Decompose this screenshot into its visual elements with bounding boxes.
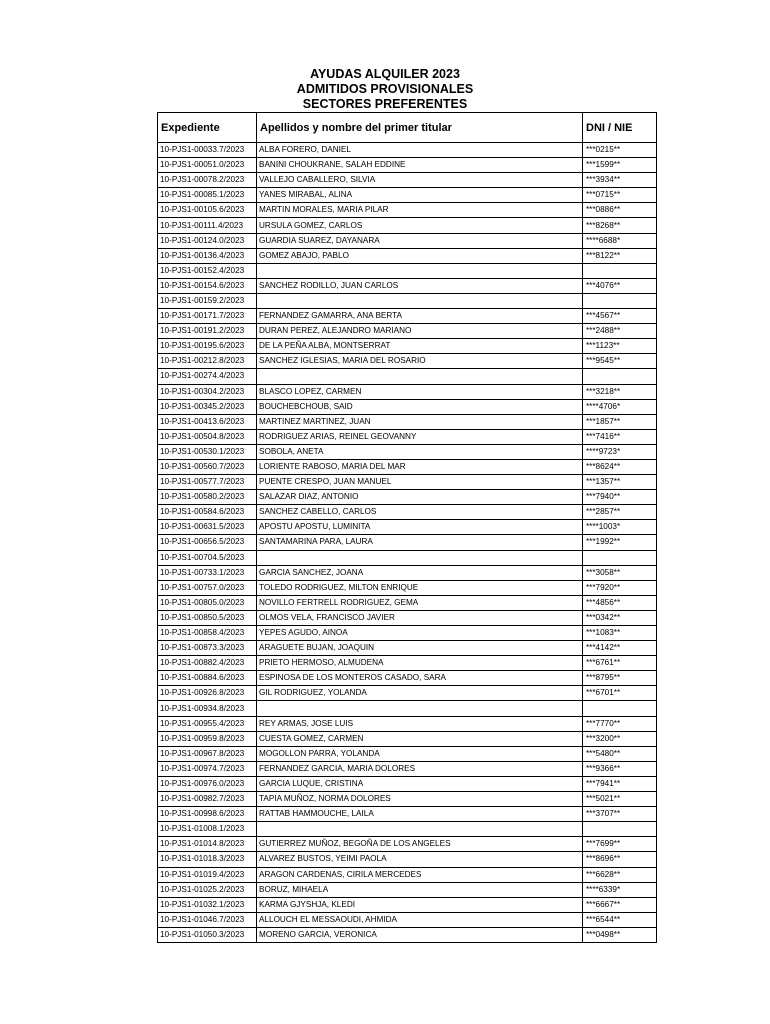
cell-expediente: 10-PJS1-00345.2/2023 — [158, 399, 257, 414]
cell-dni: ***0886** — [583, 203, 657, 218]
cell-expediente: 10-PJS1-00033.7/2023 — [158, 143, 257, 158]
table-row — [158, 218, 657, 233]
cell-dni — [583, 369, 657, 384]
cell-dni: ***2488** — [583, 324, 657, 339]
cell-expediente: 10-PJS1-00998.6/2023 — [158, 807, 257, 822]
cell-name: TAPIA MUÑOZ, NORMA DOLORES — [257, 792, 583, 807]
title-line-1: AYUDAS ALQUILER 2023 — [310, 67, 460, 81]
cell-expediente: 10-PJS1-01019.4/2023 — [158, 867, 257, 882]
cell-expediente: 10-PJS1-01018.3/2023 — [158, 852, 257, 867]
cell-dni: ***0715** — [583, 188, 657, 203]
cell-expediente: 10-PJS1-00577.7/2023 — [158, 475, 257, 490]
table-row — [158, 339, 657, 354]
cell-name: OLMOS VELA, FRANCISCO JAVIER — [257, 610, 583, 625]
cell-dni: ***9366** — [583, 761, 657, 776]
cell-name: KARMA GJYSHJA, KLEDI — [257, 897, 583, 912]
cell-dni: ***8268** — [583, 218, 657, 233]
cell-dni: ***8696** — [583, 852, 657, 867]
column-header-expediente: Expediente — [158, 113, 257, 143]
cell-name: MARTIN MORALES, MARIA PILAR — [257, 203, 583, 218]
table-row — [158, 792, 657, 807]
cell-dni: ***1599** — [583, 158, 657, 173]
cell-name: DURAN PEREZ, ALEJANDRO MARIANO — [257, 324, 583, 339]
table-row — [158, 776, 657, 791]
cell-name: PUENTE CRESPO, JUAN MANUEL — [257, 475, 583, 490]
cell-name: SANCHEZ CABELLO, CARLOS — [257, 505, 583, 520]
cell-name: GIL RODRIGUEZ, YOLANDA — [257, 686, 583, 701]
table-row — [158, 143, 657, 158]
cell-expediente: 10-PJS1-00704.5/2023 — [158, 550, 257, 565]
cell-name: GUTIERREZ MUÑOZ, BEGOÑA DE LOS ANGELES — [257, 837, 583, 852]
cell-dni: ***6544** — [583, 912, 657, 927]
cell-dni: ***8624** — [583, 459, 657, 474]
cell-name: RATTAB HAMMOUCHE, LAILA — [257, 807, 583, 822]
cell-dni: ****1003* — [583, 520, 657, 535]
cell-name: LORIENTE RABOSO, MARIA DEL MAR — [257, 459, 583, 474]
cell-dni: ***8122** — [583, 248, 657, 263]
cell-name: TOLEDO RODRIGUEZ, MILTON ENRIQUE — [257, 580, 583, 595]
cell-expediente: 10-PJS1-00136.4/2023 — [158, 248, 257, 263]
cell-name — [257, 550, 583, 565]
table-row — [158, 278, 657, 293]
cell-name: BOUCHEBCHOUB, SAID — [257, 399, 583, 414]
cell-name: REY ARMAS, JOSE LUIS — [257, 716, 583, 731]
table-row — [158, 173, 657, 188]
cell-name: GARCIA LUQUE, CRISTINA — [257, 776, 583, 791]
cell-expediente: 10-PJS1-01050.3/2023 — [158, 927, 257, 942]
table-row — [158, 565, 657, 580]
cell-expediente: 10-PJS1-00955.4/2023 — [158, 716, 257, 731]
cell-name: MARTINEZ MARTINEZ, JUAN — [257, 414, 583, 429]
table-header-row — [158, 113, 657, 143]
cell-dni: ***6628** — [583, 867, 657, 882]
cell-expediente: 10-PJS1-00078.2/2023 — [158, 173, 257, 188]
cell-expediente: 10-PJS1-00413.6/2023 — [158, 414, 257, 429]
cell-expediente: 10-PJS1-00656.5/2023 — [158, 535, 257, 550]
cell-name: BLASCO LOPEZ, CARMEN — [257, 384, 583, 399]
cell-expediente: 10-PJS1-00959.8/2023 — [158, 731, 257, 746]
table-row — [158, 822, 657, 837]
cell-expediente: 10-PJS1-00212.8/2023 — [158, 354, 257, 369]
table-row — [158, 520, 657, 535]
table-row — [158, 746, 657, 761]
cell-dni — [583, 550, 657, 565]
table-row — [158, 263, 657, 278]
cell-dni: ***9545** — [583, 354, 657, 369]
table-row — [158, 897, 657, 912]
cell-expediente: 10-PJS1-00631.5/2023 — [158, 520, 257, 535]
cell-name: GUARDIA SUAREZ, DAYANARA — [257, 233, 583, 248]
cell-dni — [583, 701, 657, 716]
cell-name: BORUZ, MIHAELA — [257, 882, 583, 897]
cell-dni: ***8795** — [583, 671, 657, 686]
cell-expediente: 10-PJS1-00976.0/2023 — [158, 776, 257, 791]
cell-expediente: 10-PJS1-00974.7/2023 — [158, 761, 257, 776]
cell-expediente: 10-PJS1-00152.4/2023 — [158, 263, 257, 278]
cell-dni: ***3934** — [583, 173, 657, 188]
cell-name: ALLOUCH EL MESSAOUDI, AHMIDA — [257, 912, 583, 927]
cell-expediente: 10-PJS1-00757.0/2023 — [158, 580, 257, 595]
cell-name: YANES MIRABAL, ALINA — [257, 188, 583, 203]
table-row — [158, 837, 657, 852]
cell-dni: ***4076** — [583, 278, 657, 293]
table-row — [158, 293, 657, 308]
cell-name: GARCIA SANCHEZ, JOANA — [257, 565, 583, 580]
cell-name: SANCHEZ RODILLO, JUAN CARLOS — [257, 278, 583, 293]
cell-expediente: 10-PJS1-00873.3/2023 — [158, 641, 257, 656]
table-row — [158, 610, 657, 625]
cell-dni: ***1123** — [583, 339, 657, 354]
table-row — [158, 429, 657, 444]
cell-expediente: 10-PJS1-00584.6/2023 — [158, 505, 257, 520]
cell-name: SANTAMARINA PARA, LAURA — [257, 535, 583, 550]
cell-name: VALLEJO CABALLERO, SILVIA — [257, 173, 583, 188]
table-row — [158, 852, 657, 867]
cell-dni: ***5480** — [583, 746, 657, 761]
table-row — [158, 882, 657, 897]
cell-expediente: 10-PJS1-00580.2/2023 — [158, 490, 257, 505]
table-row — [158, 761, 657, 776]
table-row — [158, 927, 657, 942]
cell-expediente: 10-PJS1-00504.8/2023 — [158, 429, 257, 444]
table-row — [158, 580, 657, 595]
cell-name: DE LA PEÑA ALBA, MONTSERRAT — [257, 339, 583, 354]
cell-name: ESPINOSA DE LOS MONTEROS CASADO, SARA — [257, 671, 583, 686]
table-row — [158, 248, 657, 263]
cell-expediente: 10-PJS1-00274.4/2023 — [158, 369, 257, 384]
column-header-dni: DNI / NIE — [583, 113, 657, 143]
cell-name: URSULA GOMEZ, CARLOS — [257, 218, 583, 233]
cell-expediente: 10-PJS1-00111.4/2023 — [158, 218, 257, 233]
cell-name: SANCHEZ IGLESIAS, MARIA DEL ROSARIO — [257, 354, 583, 369]
table-row — [158, 550, 657, 565]
cell-name: NOVILLO FERTRELL RODRIGUEZ, GEMA — [257, 595, 583, 610]
title-line-3: SECTORES PREFERENTES — [302, 97, 468, 111]
table-row — [158, 716, 657, 731]
cell-expediente: 10-PJS1-00124.0/2023 — [158, 233, 257, 248]
cell-dni: ***1857** — [583, 414, 657, 429]
cell-expediente: 10-PJS1-00967.8/2023 — [158, 746, 257, 761]
cell-name: PRIETO HERMOSO, ALMUDENA — [257, 656, 583, 671]
cell-expediente: 10-PJS1-01025.2/2023 — [158, 882, 257, 897]
cell-name: RODRIGUEZ ARIAS, REINEL GEOVANNY — [257, 429, 583, 444]
cell-name: BANINI CHOUKRANE, SALAH EDDINE — [257, 158, 583, 173]
cell-name: GOMEZ ABAJO, PABLO — [257, 248, 583, 263]
table-row — [158, 158, 657, 173]
cell-expediente: 10-PJS1-00882.4/2023 — [158, 656, 257, 671]
column-header-name: Apellidos y nombre del primer titular — [257, 113, 583, 143]
cell-name — [257, 263, 583, 278]
cell-expediente: 10-PJS1-00159.2/2023 — [158, 293, 257, 308]
document-title — [0, 67, 770, 112]
cell-dni: ***1992** — [583, 535, 657, 550]
table-body — [158, 143, 657, 943]
cell-dni: ***0215** — [583, 143, 657, 158]
cell-dni: ***6701** — [583, 686, 657, 701]
cell-name — [257, 293, 583, 308]
table-row — [158, 354, 657, 369]
cell-name: YEPES AGUDO, AINOA — [257, 626, 583, 641]
cell-expediente: 10-PJS1-01046.7/2023 — [158, 912, 257, 927]
cell-expediente: 10-PJS1-01014.8/2023 — [158, 837, 257, 852]
table-row — [158, 626, 657, 641]
table-row — [158, 475, 657, 490]
cell-expediente: 10-PJS1-00191.2/2023 — [158, 324, 257, 339]
cell-dni: ***2857** — [583, 505, 657, 520]
cell-expediente: 10-PJS1-00195.6/2023 — [158, 339, 257, 354]
table-row — [158, 233, 657, 248]
cell-expediente: 10-PJS1-00884.6/2023 — [158, 671, 257, 686]
table-row — [158, 535, 657, 550]
cell-dni: ****4706* — [583, 399, 657, 414]
table-row — [158, 641, 657, 656]
cell-dni: ***7940** — [583, 490, 657, 505]
cell-dni: ***3058** — [583, 565, 657, 580]
table-row — [158, 807, 657, 822]
cell-dni: ***1083** — [583, 626, 657, 641]
table-row — [158, 671, 657, 686]
cell-expediente: 10-PJS1-00051.0/2023 — [158, 158, 257, 173]
cell-expediente: 10-PJS1-00805.0/2023 — [158, 595, 257, 610]
cell-expediente: 10-PJS1-00982.7/2023 — [158, 792, 257, 807]
cell-expediente: 10-PJS1-00560.7/2023 — [158, 459, 257, 474]
cell-dni: ***6667** — [583, 897, 657, 912]
cell-dni: ***4567** — [583, 309, 657, 324]
cell-name: FERNANDEZ GAMARRA, ANA BERTA — [257, 309, 583, 324]
cell-name: ALBA FORERO, DANIEL — [257, 143, 583, 158]
title-line-2: ADMITIDOS PROVISIONALES — [296, 82, 474, 96]
cell-name: ARAGON CARDENAS, CIRILA MERCEDES — [257, 867, 583, 882]
cell-name: CUESTA GOMEZ, CARMEN — [257, 731, 583, 746]
cell-name: MORENO GARCIA, VERONICA — [257, 927, 583, 942]
cell-dni: ***4142** — [583, 641, 657, 656]
table-row — [158, 595, 657, 610]
cell-expediente: 10-PJS1-00154.6/2023 — [158, 278, 257, 293]
table-row — [158, 912, 657, 927]
table-row — [158, 686, 657, 701]
table-row — [158, 384, 657, 399]
cell-expediente: 10-PJS1-00171.7/2023 — [158, 309, 257, 324]
cell-dni: ***4856** — [583, 595, 657, 610]
cell-expediente: 10-PJS1-00085.1/2023 — [158, 188, 257, 203]
table-row — [158, 399, 657, 414]
cell-expediente: 10-PJS1-00304.2/2023 — [158, 384, 257, 399]
cell-name — [257, 369, 583, 384]
table-row — [158, 656, 657, 671]
cell-name: SALAZAR DIAZ, ANTONIO — [257, 490, 583, 505]
cell-expediente: 10-PJS1-00530.1/2023 — [158, 444, 257, 459]
cell-dni: ***3200** — [583, 731, 657, 746]
cell-name: ALVAREZ BUSTOS, YEIMI PAOLA — [257, 852, 583, 867]
cell-expediente: 10-PJS1-00934.8/2023 — [158, 701, 257, 716]
table-row — [158, 203, 657, 218]
cell-dni — [583, 822, 657, 837]
cell-expediente: 10-PJS1-00733.1/2023 — [158, 565, 257, 580]
cell-name: SOBOLA, ANETA — [257, 444, 583, 459]
cell-dni: ***7770** — [583, 716, 657, 731]
cell-dni: ***7941** — [583, 776, 657, 791]
table-row — [158, 731, 657, 746]
table-row — [158, 867, 657, 882]
table-row — [158, 701, 657, 716]
cell-dni: ****9723* — [583, 444, 657, 459]
cell-dni: ***7920** — [583, 580, 657, 595]
cell-name: APOSTU APOSTU, LUMINITA — [257, 520, 583, 535]
cell-dni: ****6688* — [583, 233, 657, 248]
cell-name: FERNANDEZ GARCIA, MARIA DOLORES — [257, 761, 583, 776]
cell-dni — [583, 293, 657, 308]
cell-dni: ***0498** — [583, 927, 657, 942]
cell-dni — [583, 263, 657, 278]
cell-dni: ***3707** — [583, 807, 657, 822]
table-row — [158, 369, 657, 384]
cell-name: MOGOLLON PARRA, YOLANDA — [257, 746, 583, 761]
cell-name: ARAGUETE BUJAN, JOAQUIN — [257, 641, 583, 656]
cell-name — [257, 701, 583, 716]
table-row — [158, 188, 657, 203]
table-row — [158, 324, 657, 339]
admitted-applicants-table — [157, 112, 657, 943]
cell-name — [257, 822, 583, 837]
cell-dni: ***0342** — [583, 610, 657, 625]
cell-dni: ***7416** — [583, 429, 657, 444]
table-row — [158, 505, 657, 520]
cell-expediente: 10-PJS1-00926.8/2023 — [158, 686, 257, 701]
cell-expediente: 10-PJS1-01008.1/2023 — [158, 822, 257, 837]
cell-expediente: 10-PJS1-00858.4/2023 — [158, 626, 257, 641]
cell-dni: ***1357** — [583, 475, 657, 490]
cell-expediente: 10-PJS1-01032.1/2023 — [158, 897, 257, 912]
cell-dni: ****6339* — [583, 882, 657, 897]
table-row — [158, 490, 657, 505]
cell-dni: ***3218** — [583, 384, 657, 399]
cell-expediente: 10-PJS1-00850.5/2023 — [158, 610, 257, 625]
table-row — [158, 414, 657, 429]
cell-expediente: 10-PJS1-00105.6/2023 — [158, 203, 257, 218]
table-row — [158, 309, 657, 324]
cell-dni: ***6761** — [583, 656, 657, 671]
table-row — [158, 459, 657, 474]
cell-dni: ***5021** — [583, 792, 657, 807]
table-row — [158, 444, 657, 459]
cell-dni: ***7699** — [583, 837, 657, 852]
